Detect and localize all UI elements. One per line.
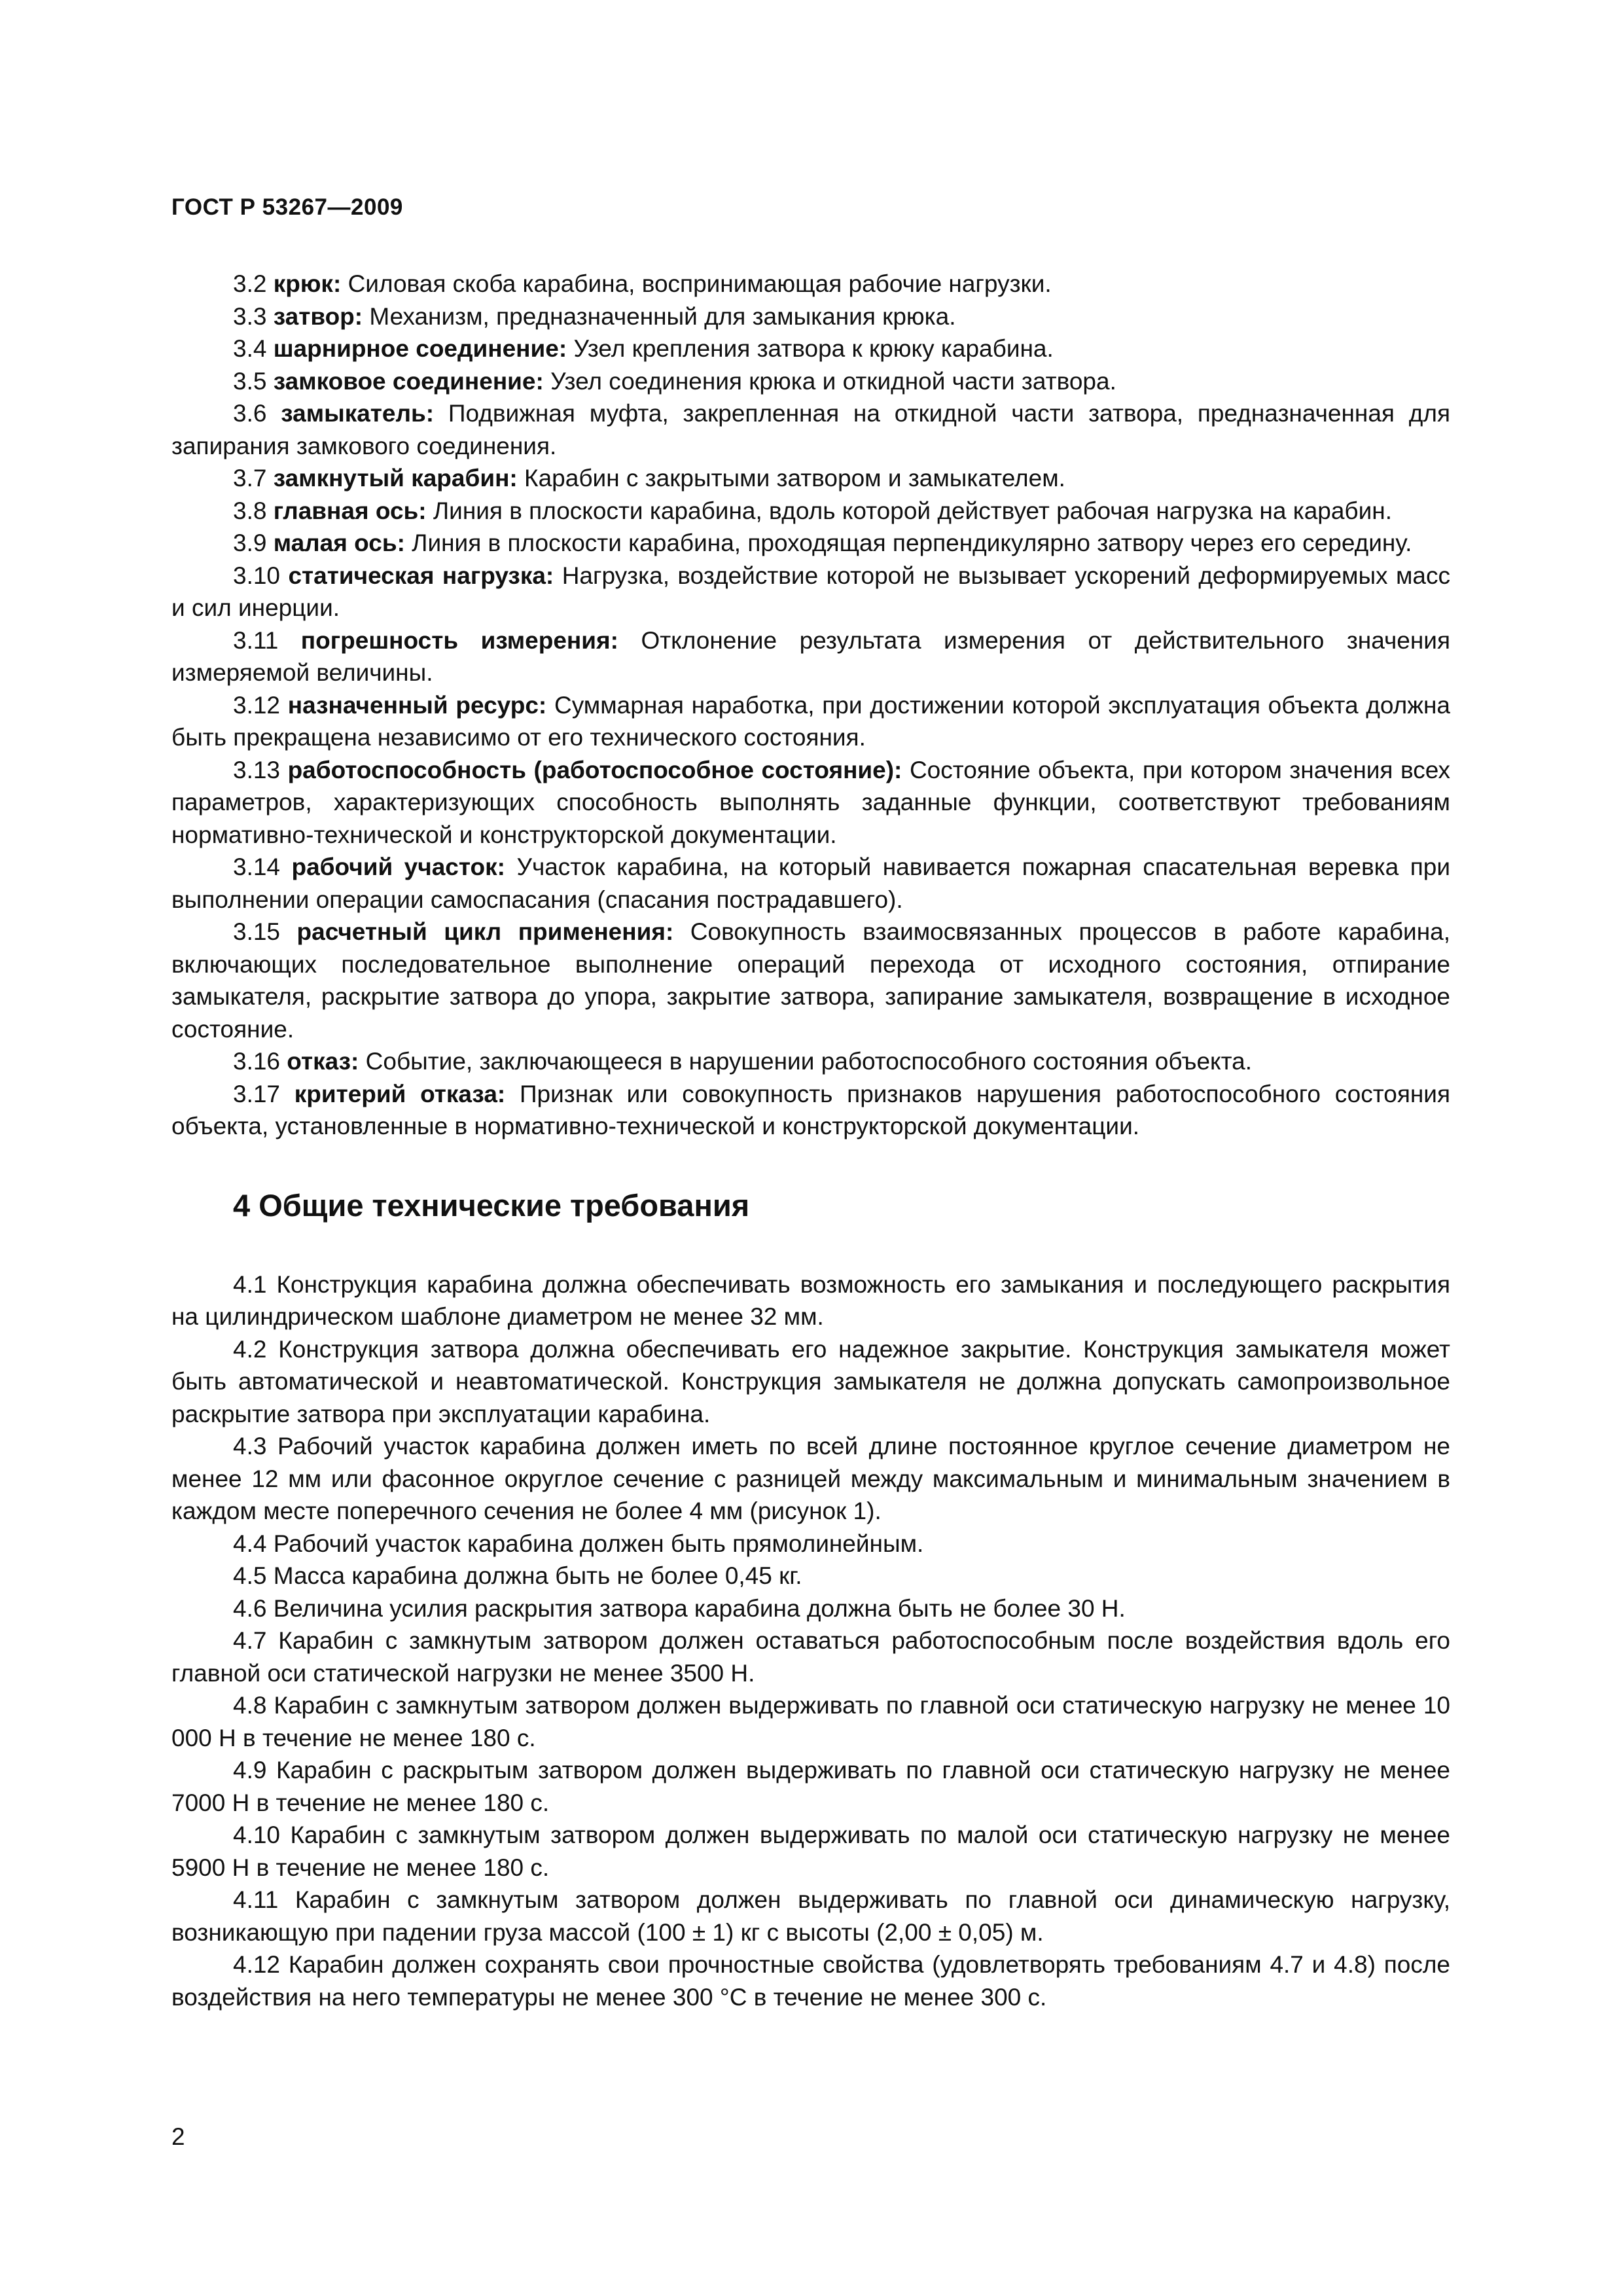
requirement-item: 4.12 Карабин должен сохранять свои прочностные свойства (удовлетворять требованиям 4.7 и 4.8) после воздействия на него температуры не менее 300 °С в течение не менее 300 с.: [171, 1951, 1450, 2011]
terms-definitions-list: [171, 268, 1450, 1143]
page-number: 2: [171, 2123, 185, 2150]
term-number: 3.5: [233, 367, 267, 395]
term-name: статическая нагрузка:: [288, 562, 554, 589]
term-number: 3.13: [233, 756, 281, 783]
term-number: 3.17: [233, 1080, 281, 1107]
term-definition: [171, 689, 1450, 754]
term-definition: [171, 397, 1450, 462]
term-definition: [171, 916, 1450, 1045]
requirement-item: 4.1 Конструкция карабина должна обеспечивать возможность его замыкания и последующего раскрытия на цилиндрическом шаблоне диаметром не менее 32 мм.: [171, 1270, 1450, 1330]
term-number: 3.3: [233, 302, 267, 330]
term-name: главная ось:: [273, 497, 427, 524]
requirement-item: 4.10 Карабин с замкнутым затвором должен выдерживать по малой оси статическую нагрузку не менее 5900 Н в течение не менее 180 с.: [171, 1821, 1450, 1881]
term-text: Нагрузка, воздействие которой не вызывает ускорений деформируемых масс и сил инерции.: [171, 562, 1451, 621]
term-text: Признак или совокупность признаков нарушения работоспособного состояния объекта, установленные в нормативно-технической и конструкторской документации.: [171, 1080, 1450, 1139]
term-text: Событие, заключающееся в нарушении работоспособного состояния объекта.: [365, 1048, 1253, 1075]
term-name: замыкатель:: [281, 400, 435, 427]
term-number: 3.15: [233, 918, 281, 945]
term-number: 3.9: [233, 529, 267, 556]
term-text: Линия в плоскости карабина, вдоль которой действует рабочая нагрузка на карабин.: [433, 497, 1393, 524]
requirement-item: 4.3 Рабочий участок карабина должен иметь по всей длине постоянное круглое сечение диаметром не менее 12 мм или фасонное округлое сечение с разницей между максимальным и минимальным значением в каждом месте поперечного сечения не более 4 мм (рисунок 1).: [171, 1433, 1450, 1524]
requirement-item: 4.8 Карабин с замкнутым затвором должен выдерживать по главной оси статическую нагрузку не менее 10 000 Н в течение не менее 180 с.: [171, 1692, 1450, 1751]
term-text: Узел соединения крюка и откидной части затвора.: [550, 367, 1116, 395]
term-definition: [171, 851, 1450, 916]
term-name: малая ось:: [273, 529, 405, 556]
term-number: 3.14: [233, 853, 281, 880]
term-name: отказ:: [287, 1048, 359, 1075]
requirement-item: 4.9 Карабин с раскрытым затвором должен выдерживать по главной оси статическую нагрузку не менее 7000 Н в течение не менее 180 с.: [171, 1757, 1450, 1816]
term-text: Линия в плоскости карабина, проходящая перпендикулярно затвору через его середину.: [412, 529, 1412, 556]
document-body: [171, 268, 1450, 2013]
requirement-item: 4.6 Величина усилия раскрытия затвора карабина должна быть не более 30 Н.: [233, 1594, 1126, 1622]
term-text: Силовая скоба карабина, воспринимающая рабочие нагрузки.: [348, 270, 1052, 297]
term-text: Подвижная муфта, закрепленная на откидной части затвора, предназначенная для запирания замкового соединения.: [171, 400, 1450, 459]
term-name: расчетный цикл применения:: [296, 918, 674, 945]
term-number: 3.2: [233, 270, 267, 297]
requirement-item: 4.4 Рабочий участок карабина должен быть прямолинейным.: [233, 1530, 924, 1557]
requirement-item: 4.11 Карабин с замкнутым затвором должен выдерживать по главной оси динамическую нагрузку, возникающую при падении груза массой (100 ± 1) кг с высоты (2,00 ± 0,05) м.: [171, 1886, 1450, 1946]
term-text: Узел крепления затвора к крюку карабина.: [573, 335, 1054, 362]
section-4-requirements-list: [171, 1268, 1450, 2014]
term-number: 3.12: [233, 691, 281, 719]
term-name: погрешность измерения:: [300, 626, 618, 654]
term-definition: [171, 495, 1450, 528]
term-definition: [171, 560, 1450, 624]
term-name: замкнутый карабин:: [273, 465, 518, 492]
requirement-item: 4.5 Масса карабина должна быть не более 0,45 кг.: [233, 1562, 802, 1589]
term-definition: [171, 462, 1450, 495]
term-name: крюк:: [273, 270, 342, 297]
term-name: шарнирное соединение:: [273, 335, 567, 362]
term-name: рабочий участок:: [291, 853, 505, 880]
section-4-title: 4 Общие технические требования: [233, 1187, 750, 1223]
term-number: 3.4: [233, 335, 267, 362]
term-text: Совокупность взаимосвязанных процессов в работе карабина, включающих последовательное выполнение операций перехода от исходного состояния, отпирание замыкателя, раскрытие затвора до упора, закрытие затвора, запирание замыкателя, возвращение в исходное состояние.: [171, 918, 1451, 1043]
term-text: Состояние объекта, при котором значения всех параметров, характеризующих способность выполнять заданные функции, соответствуют требованиям нормативно-технической и конструкторской документации.: [171, 756, 1451, 848]
term-number: 3.7: [233, 465, 267, 492]
term-number: 3.6: [233, 400, 267, 427]
term-text: Механизм, предназначенный для замыкания крюка.: [369, 302, 956, 330]
term-definition: [171, 300, 1450, 333]
term-number: 3.16: [233, 1048, 281, 1075]
document-code-header: ГОСТ Р 53267—2009: [171, 194, 403, 220]
term-definition: [171, 527, 1450, 560]
term-name: работоспособность (работоспособное состояние):: [287, 756, 902, 783]
term-text: Суммарная наработка, при достижении которой эксплуатация объекта должна быть прекращена независимо от его технического состояния.: [171, 691, 1451, 751]
term-number: 3.10: [233, 562, 281, 589]
term-definition: [171, 1078, 1450, 1143]
term-text: Карабин с закрытыми затвором и замыкателем.: [524, 465, 1065, 492]
term-name: назначенный ресурс:: [287, 691, 547, 719]
term-definition: [171, 1045, 1450, 1078]
term-text: Участок карабина, на который навивается пожарная спасательная веревка при выполнении операции самоспасания (спасания пострадавшего).: [171, 853, 1450, 913]
term-name: замковое соединение:: [273, 367, 544, 395]
term-definition: [171, 624, 1450, 689]
term-text: Отклонение результата измерения от действительного значения измеряемой величины.: [171, 626, 1450, 686]
term-definition: [171, 365, 1450, 398]
requirement-item: 4.2 Конструкция затвора должна обеспечивать его надежное закрытие. Конструкция замыкателя может быть автоматической и неавтоматической. Конструкция замыкателя не должна допускать самопроизвольное раскрытие затвора при эксплуатации карабина.: [171, 1335, 1450, 1427]
term-number: 3.8: [233, 497, 267, 524]
term-definition: [171, 268, 1450, 300]
term-definition: [171, 332, 1450, 365]
term-name: затвор:: [273, 302, 363, 330]
requirement-item: 4.7 Карабин с замкнутым затвором должен оставаться работоспособным после воздействия вдоль его главной оси статической нагрузки не менее 3500 Н.: [171, 1627, 1450, 1687]
term-number: 3.11: [233, 626, 279, 654]
term-name: критерий отказа:: [294, 1080, 506, 1107]
term-definition: [171, 754, 1450, 852]
